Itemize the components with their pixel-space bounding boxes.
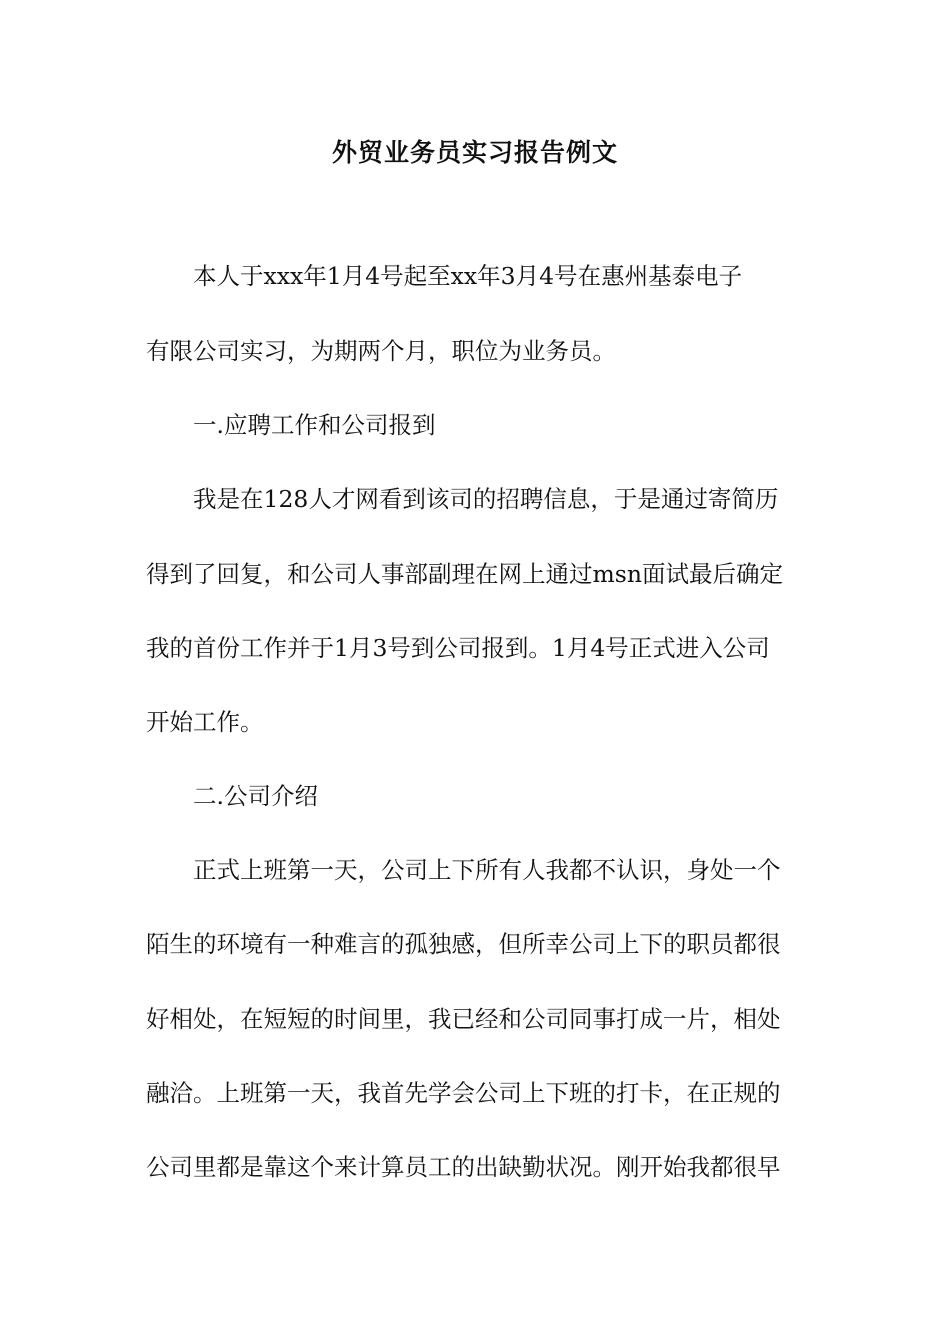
- section-heading: 一.应聘工作和公司报到: [193, 411, 436, 439]
- section-heading: 二.公司介绍: [193, 782, 318, 810]
- paragraph-line: 有限公司实习，为期两个月，职位为业务员。: [146, 337, 616, 365]
- paragraph-line: 得到了回复，和公司人事部副理在网上通过msn面试最后确定: [146, 560, 783, 588]
- paragraph-line: 融洽。上班第一天，我首先学会公司上下班的打卡，在正规的: [146, 1079, 781, 1107]
- paragraph-line: 正式上班第一天，公司上下所有人我都不认识，身处一个: [193, 856, 781, 884]
- paragraph-line: 本人于xxx年1月4号起至xx年3月4号在惠州基泰电子: [193, 262, 743, 290]
- paragraph-line: 开始工作。: [146, 708, 264, 736]
- paragraph-line: 好相处，在短短的时间里，我已经和公司同事打成一片，相处: [146, 1005, 781, 1033]
- document-title: 外贸业务员实习报告例文: [331, 138, 618, 167]
- paragraph-line: 我的首份工作并于1月3号到公司报到。1月4号正式进入公司: [146, 634, 770, 662]
- paragraph-line: 陌生的环境有一种难言的孤独感，但所幸公司上下的职员都很: [146, 930, 781, 958]
- paragraph-line: 我是在128人才网看到该司的招聘信息，于是通过寄简历: [193, 485, 779, 513]
- paragraph-line: 公司里都是靠这个来计算员工的出缺勤状况。刚开始我都很早: [146, 1153, 781, 1181]
